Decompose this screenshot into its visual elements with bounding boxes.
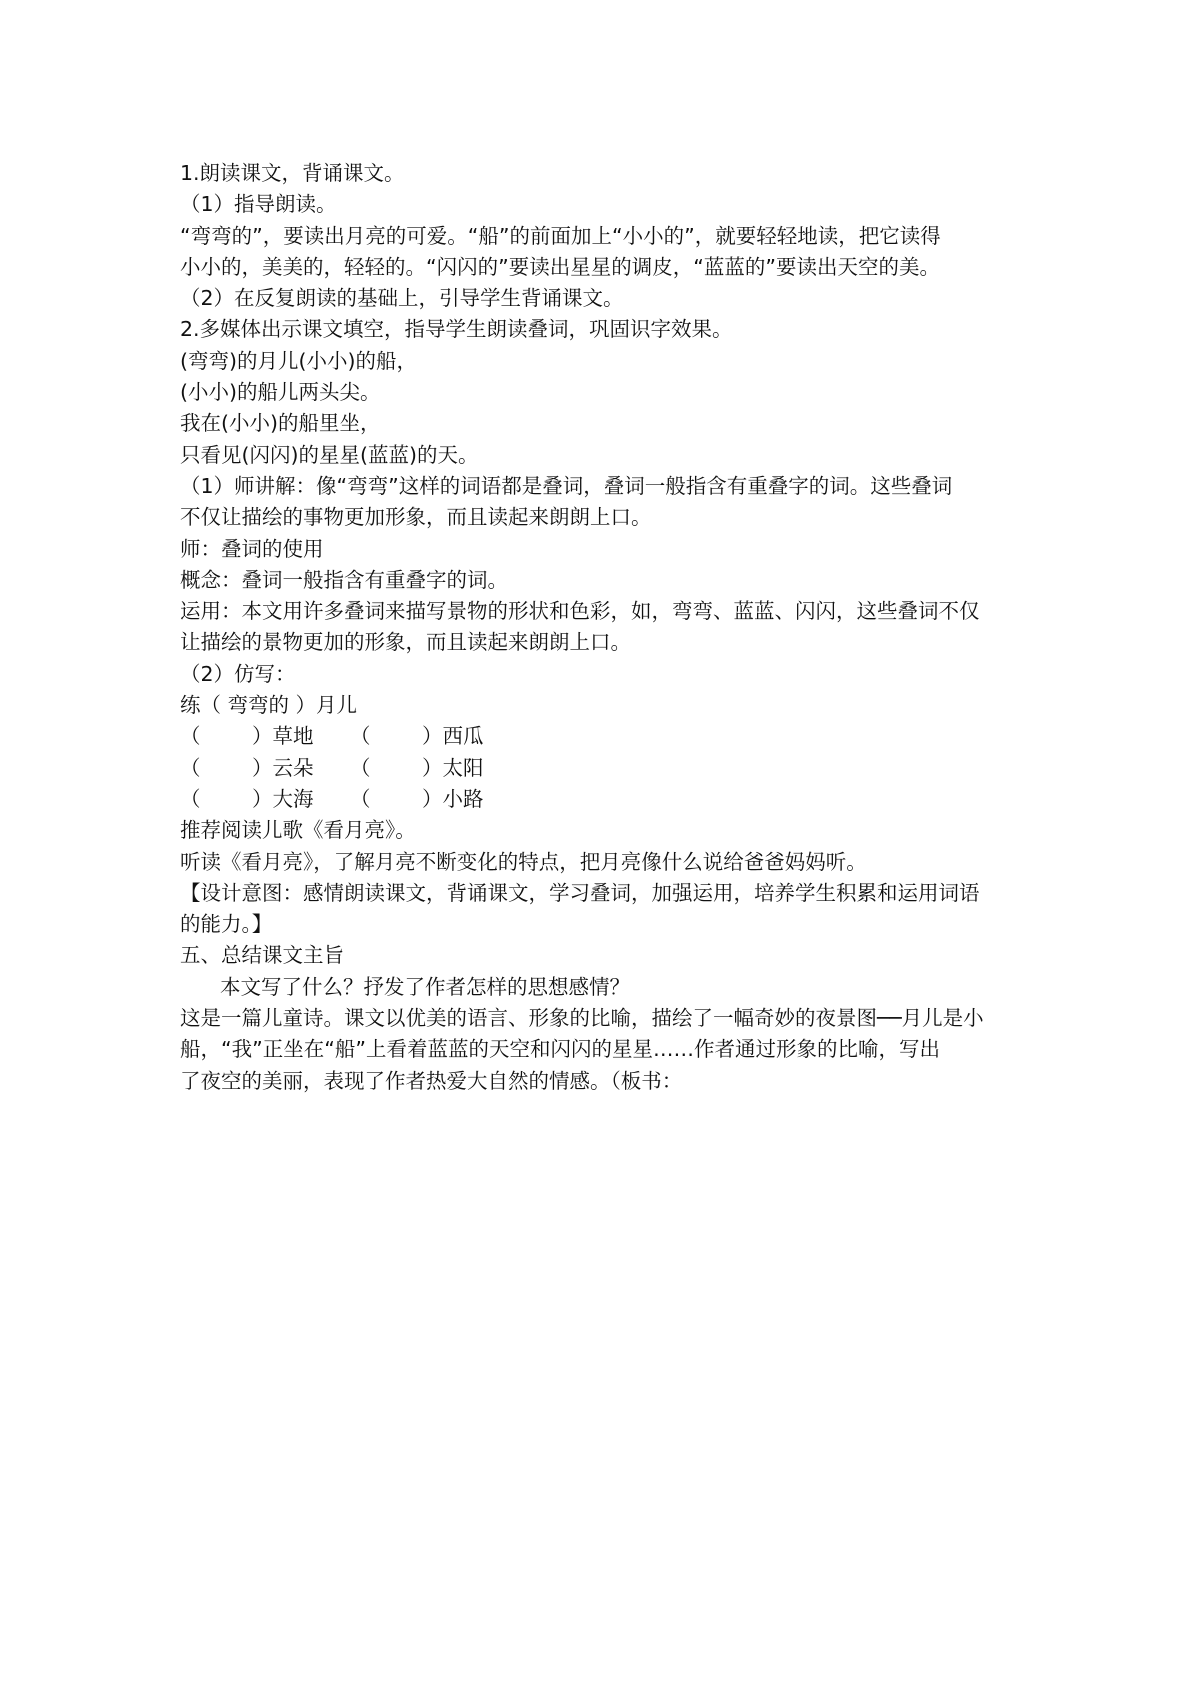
text-line: 小小的，美美的，轻轻的。“闪闪的”要读出星星的调皮，“蓝蓝的”要读出天空的美。 [180, 254, 940, 279]
fill-blank-row [180, 753, 1020, 784]
design-intent: 的能力。】 [180, 912, 273, 937]
text-line: 船，“我”正坐在“船”上看着蓝蓝的天空和闪闪的星星……作者通过形象的比喻，写出 [180, 1037, 940, 1062]
poem-line: (小小)的船儿两头尖。 [180, 380, 381, 405]
blank-open: （ [180, 724, 201, 749]
blank-close: ）云朵 [252, 755, 314, 780]
text-line: 2.多媒体出示课文填空，指导学生朗读叠词，巩固识字效果。 [180, 317, 733, 342]
text-line: 这是一篇儿童诗。课文以优美的语言、形象的比喻，描绘了一幅奇妙的夜景图──月儿是小 [180, 1006, 984, 1031]
fill-blank-item [350, 784, 520, 815]
blank-open: （ [350, 724, 371, 749]
question-line: 本文写了什么？抒发了作者怎样的思想感情？ [220, 974, 630, 999]
text-line: 师：叠词的使用 [180, 536, 324, 561]
text-line: （1）指导朗读。 [180, 192, 337, 217]
text-line: 听读《看月亮》，了解月亮不断变化的特点，把月亮像什么说给爸爸妈妈听。 [180, 849, 867, 874]
blank-open: （ [180, 755, 201, 780]
poem-line: 我在(小小)的船里坐， [180, 411, 381, 436]
fill-blank-item [180, 784, 350, 815]
blank-open: （ [180, 786, 201, 811]
poem-line: (弯弯)的月儿(小小)的船， [180, 348, 417, 373]
section-heading: 五、总结课文主旨 [180, 943, 344, 968]
exercise-example: 练（ 弯弯的 ）月儿 [180, 693, 358, 718]
fill-blank-item [350, 753, 520, 784]
blank-close: ）大海 [252, 786, 314, 811]
text-line: 运用：本文用许多叠词来描写景物的形状和色彩，如，弯弯、蓝蓝、闪闪，这些叠词不仅 [180, 599, 980, 624]
text-line: 推荐阅读儿歌《看月亮》。 [180, 818, 416, 843]
poem-line: 只看见(闪闪)的星星(蓝蓝)的天。 [180, 442, 479, 467]
fill-blank-row [180, 784, 1020, 815]
design-intent: 【设计意图：感情朗读课文，背诵课文，学习叠词，加强运用，培养学生积累和运用词语 [180, 880, 980, 905]
blank-close: ）小路 [422, 786, 484, 811]
text-line: 概念：叠词一般指含有重叠字的词。 [180, 567, 508, 592]
text-line: “弯弯的”，要读出月亮的可爱。“船”的前面加上“小小的”，就要轻轻地读，把它读得 [180, 223, 941, 248]
text-line: 让描绘的景物更加的形象，而且读起来朗朗上口。 [180, 630, 631, 655]
blank-close: ）草地 [252, 724, 314, 749]
fill-blank-item [350, 721, 520, 752]
fill-blank-item [180, 721, 350, 752]
text-line: （1）师讲解：像“弯弯”这样的词语都是叠词，叠词一般指含有重叠字的词。这些叠词 [180, 473, 953, 498]
fill-blank-row [180, 721, 1020, 752]
text-line: 不仅让描绘的事物更加形象，而且读起来朗朗上口。 [180, 505, 652, 530]
text-line: 了夜空的美丽，表现了作者热爱大自然的情感。（板书： [180, 1068, 683, 1093]
text-line: （2）在反复朗读的基础上，引导学生背诵课文。 [180, 286, 624, 311]
blank-close: ）太阳 [422, 755, 484, 780]
blank-close: ）西瓜 [422, 724, 484, 749]
document-body [180, 158, 1020, 1097]
fill-blank-item [180, 753, 350, 784]
blank-open: （ [350, 786, 371, 811]
text-line: 1.朗读课文，背诵课文。 [180, 161, 405, 185]
blank-open: （ [350, 755, 371, 780]
text-line: （2）仿写： [180, 661, 296, 686]
